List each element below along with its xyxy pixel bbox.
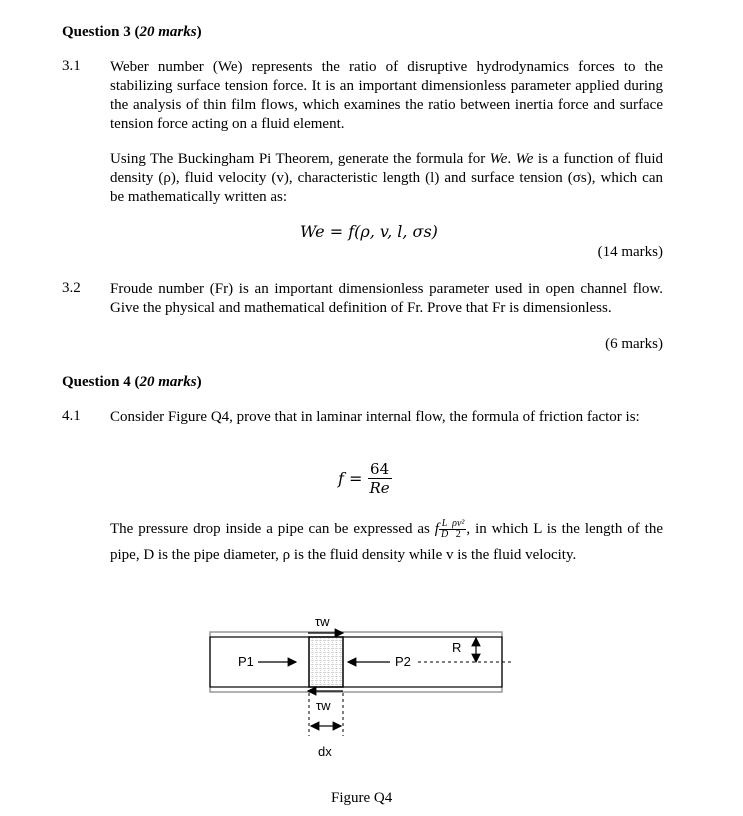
p1-label: P1: [238, 654, 254, 669]
shear-stress-bottom-label: τw: [316, 698, 331, 713]
shear-stress-top-label: τw: [315, 614, 330, 629]
question-3-1-paragraph-1: Weber number (We) represents the ratio of disruptive hydrodynamics forces to the stabilizing surface tension force. It is an important dimensionless parameter applied during the analysis of thin film flows, which examines the ratio between inertia force and surface tension force acting on a fluid element.: [110, 59, 663, 132]
question-4-1-number: 4.1: [62, 408, 81, 424]
dx-label: dx: [318, 744, 332, 759]
formula-denominator: Re: [369, 479, 390, 497]
question-3-1-paragraph-2: Using The Buckingham Pi Theorem, generate the formula for We. We is a function of fluid density (ρ), fluid velocity (v), characteristic length (l) and surface tension (σs), which can be mathematically written as:: [110, 151, 664, 205]
question-3-heading: Question 3 (20 marks): [62, 24, 202, 40]
question-3-2-number: 3.2: [62, 280, 81, 296]
question-3-2-paragraph: Froude number (Fr) is an important dimensionless parameter used in open channel flow. Give the physical and mathematical definition of Fr. Prove that Fr is dimensionless.: [110, 281, 663, 316]
question-4-heading: Question 4 (20 marks): [62, 374, 202, 390]
weber-formula: We = f(ρ, v, l, σs): [300, 222, 438, 241]
p2-label: P2: [395, 654, 411, 669]
fluid-element: [309, 637, 343, 687]
question-3-1-marks: (14 marks): [597, 244, 663, 260]
figure-q4-diagram: [0, 600, 743, 780]
pressure-drop-paragraph: The pressure drop inside a pipe can be expressed as f $\frac{L}{D}$ $\frac{\text{ρv²}}{2}$ , in which L is the length of the pipe, D is the pipe diameter, ρ is the fluid density while v is the fluid velocity.: [110, 518, 663, 563]
friction-factor-formula: f = $\frac{64}{Re}$: [338, 460, 390, 497]
question-3-2-marks: (6 marks): [605, 336, 663, 352]
formula-numerator: 64: [368, 460, 392, 479]
figure-caption: Figure Q4: [331, 790, 393, 806]
radius-label: R: [452, 640, 462, 655]
question-3-1-number: 3.1: [62, 58, 81, 74]
question-4-1-paragraph: Consider Figure Q4, prove that in laminar internal flow, the formula of friction factor is:: [110, 409, 640, 425]
